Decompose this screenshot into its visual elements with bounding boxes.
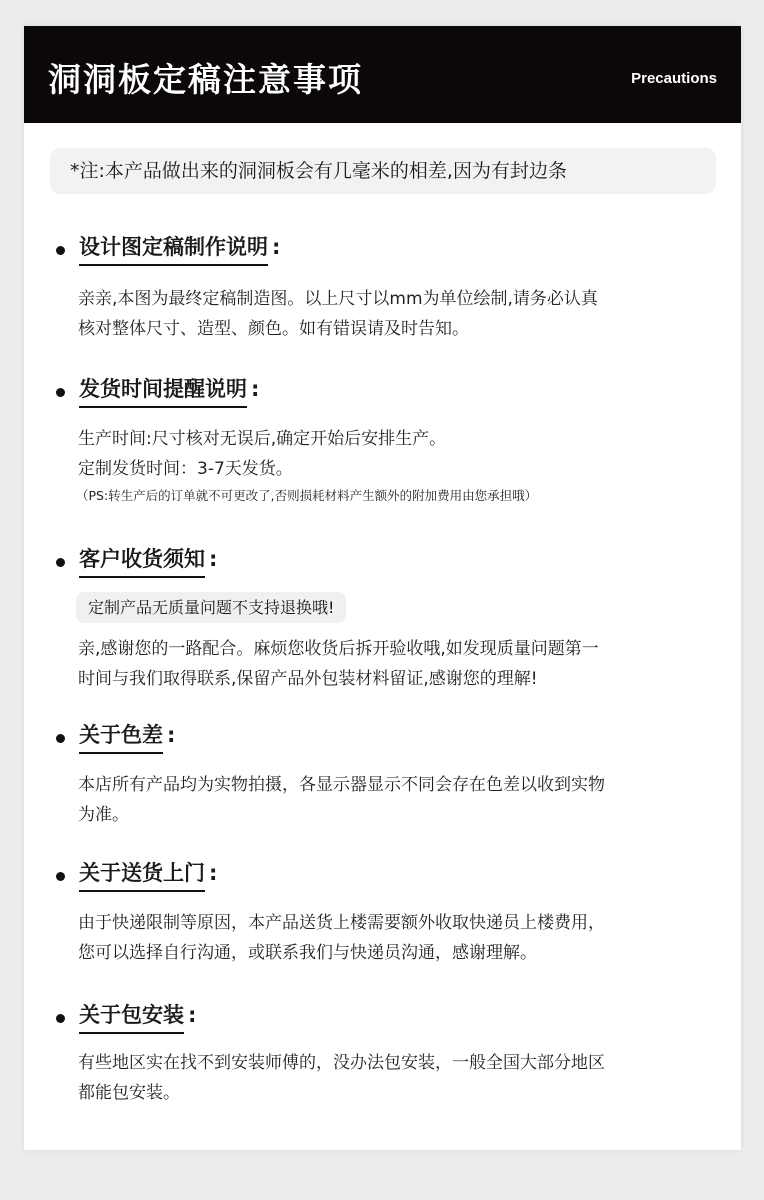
note-banner: *注:本产品做出来的洞洞板会有几毫米的相差,因为有封边条 (50, 148, 716, 194)
section-title: 关于色差 (79, 720, 163, 754)
section-installation (24, 1000, 741, 1103)
section-color-difference (24, 720, 741, 825)
section-shipping-time (24, 374, 741, 503)
bullet-icon (56, 246, 65, 255)
paragraph-line: 本店所有产品均为实物拍摄，各显示器显示不同会存在色差以收到实物 (78, 775, 605, 795)
section-colon: : (167, 723, 176, 747)
bullet-icon (56, 558, 65, 567)
section-receipt-notice (24, 544, 741, 689)
section-colon: : (209, 547, 218, 571)
paragraph-line: 亲,感谢您的一路配合。麻烦您收货后拆开验收哦,如发现质量问题第一 (78, 639, 599, 659)
paragraph-line: 时间与我们取得联系,保留产品外包装材料留证,感谢您的理解! (78, 669, 538, 689)
paragraph-line: 由于快递限制等原因，本产品送货上楼需要额外收取快递员上楼费用， (78, 913, 605, 933)
paragraph-line: 有些地区实在找不到安装师傅的，没办法包安装，一般全国大部分地区 (78, 1053, 605, 1073)
section-title: 关于送货上门 (79, 858, 205, 892)
paragraph-line: 都能包安装。 (78, 1083, 180, 1103)
paragraph-line: 生产时间:尺寸核对无误后,确定开始后安排生产。 (78, 429, 447, 449)
bullet-icon (56, 872, 65, 881)
paragraph-line: 为准。 (78, 805, 129, 825)
paragraph-line: 定制发货时间：3-7天发货。 (78, 459, 293, 479)
section-colon: : (251, 377, 260, 401)
section-title: 客户收货须知 (79, 544, 205, 578)
paragraph-line: 您可以选择自行沟通，或联系我们与快递员沟通，感谢理解。 (78, 943, 537, 963)
section-delivery (24, 858, 741, 963)
ps-note: （PS:转生产后的订单就不可更改了,否则损耗材料产生额外的附加费用由您承担哦） (76, 488, 538, 503)
page-subtitle: Precautions (631, 70, 717, 87)
header-bar (24, 26, 741, 123)
bullet-icon (56, 1014, 65, 1023)
section-colon: : (272, 235, 281, 259)
page-title: 洞洞板定稿注意事项 (48, 60, 363, 99)
section-design-confirmation (24, 232, 741, 339)
section-title: 关于包安装 (79, 1000, 184, 1034)
paragraph-line: 亲亲,本图为最终定稿制造图。以上尺寸以mm为单位绘制,请务必认真 (78, 289, 598, 309)
section-title: 发货时间提醒说明 (79, 374, 247, 408)
bullet-icon (56, 734, 65, 743)
section-colon: : (209, 861, 218, 885)
paragraph-line: 核对整体尺寸、造型、颜色。如有错误请及时告知。 (78, 319, 469, 339)
section-title: 设计图定稿制作说明 (79, 232, 268, 266)
no-return-badge: 定制产品无质量问题不支持退换哦! (76, 592, 346, 623)
precautions-card (24, 26, 741, 1150)
bullet-icon (56, 388, 65, 397)
section-colon: : (188, 1003, 197, 1027)
